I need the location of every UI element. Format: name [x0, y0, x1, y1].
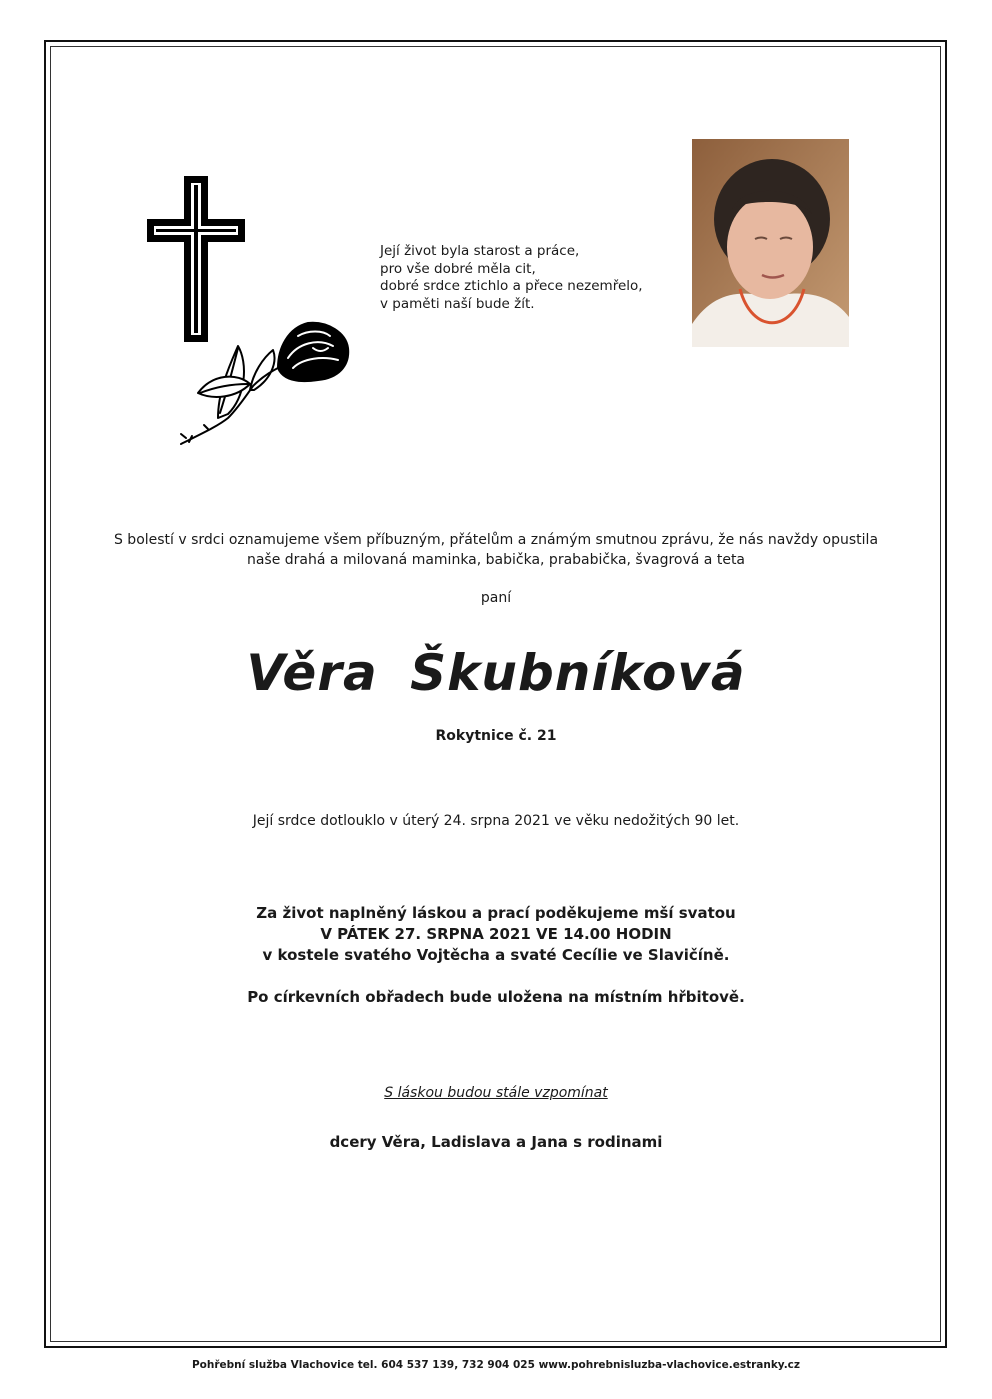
burial-statement: Po církevních obřadech bude uložena na místním hřbitově.	[247, 988, 745, 1006]
funeral-details	[60, 903, 932, 966]
announcement-line: naše drahá a milovaná maminka, babička, prababička, švagrová a teta	[246, 552, 746, 568]
funeral-line: V PÁTEK 27. SRPNA 2021 VE 14.00 HODIN	[320, 925, 672, 943]
announcement-line: S bolestí v srdci oznamujeme všem příbuzným, přátelům a známým smutnou zprávu, že nás navždy opustila	[113, 532, 879, 548]
announcement	[60, 530, 932, 570]
honorific: paní	[480, 590, 512, 606]
poem-line: v paměti naší bude žít.	[380, 295, 535, 312]
death-statement: Její srdce dotlouklo v úterý 24. srpna 2021 ve věku nedožitých 90 let.	[252, 813, 740, 829]
portrait-photo	[692, 139, 849, 347]
poem-line: pro vše dobré měla cit,	[380, 260, 536, 277]
signatories: dcery Věra, Ladislava a Jana s rodinami	[329, 1133, 663, 1151]
deceased-address: Rokytnice č. 21	[435, 728, 557, 744]
rose-icon	[178, 318, 353, 448]
footer-contact: Pohřební služba Vlachovice tel. 604 537 139, 732 904 025 www.pohrebnisluzba-vlachovice.estranky.cz	[191, 1359, 801, 1371]
deceased-name: Věra Škubníková	[246, 644, 746, 702]
funeral-line: Za život naplněný láskou a prací poděkujeme mší svatou	[256, 904, 736, 922]
poem	[380, 243, 670, 313]
remembrance-line: S láskou budou stále vzpomínat	[384, 1085, 608, 1101]
poem-line: Její život byla starost a práce,	[380, 243, 580, 259]
funeral-line: v kostele svatého Vojtěcha a svaté Cecílie ve Slavičíně.	[262, 946, 730, 964]
poem-line: dobré srdce ztichlo a přece nezemřelo,	[380, 278, 643, 294]
